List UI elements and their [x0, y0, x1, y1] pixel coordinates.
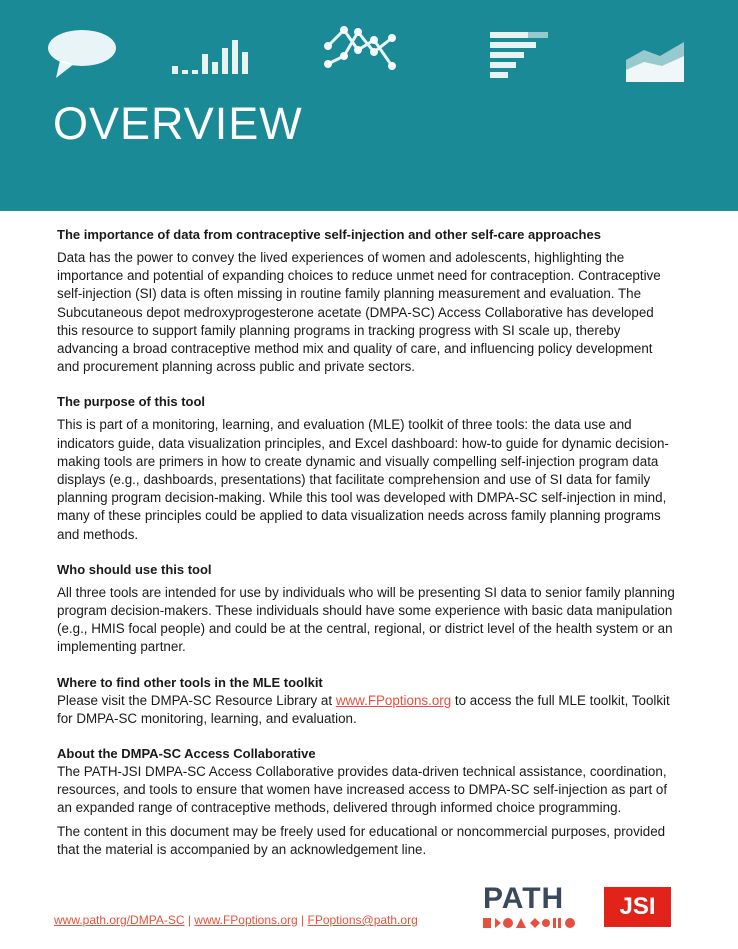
where-text-after: to access the full MLE toolkit, Toolkit for DMPA-SC monitoring, learning, and evaluation.: [57, 692, 670, 726]
bar-chart-icon: [170, 38, 250, 76]
footer-link-email[interactable]: FPoptions@path.org: [307, 913, 418, 927]
section-body: This is part of a monitoring, learning, and evaluation (MLE) toolkit of three tools: the data use and indicators guide, data visualization principles, and Excel dashboard: how-to guide for dynamic decision-making tools are primers in how to create dynamic and visually compelling self-injection program data displays (e.g., dashboards, presentations) that facilitate comprehension and use of SI data for family planning program decision-making. While this tool was developed with DMPA-SC self-injection in mind, many of these principles could be applied to data visualization needs across family planning programs and methods.: [57, 417, 669, 542]
section-heading: Where to find other tools in the MLE toolkit: [57, 674, 323, 690]
section-heading: The purpose of this tool: [57, 394, 206, 410]
where-text-before: Please visit the DMPA-SC Resource Library at: [57, 692, 336, 708]
speech-bubble-icon: [46, 28, 118, 80]
section-purpose: [57, 393, 675, 543]
section-where: [57, 674, 675, 728]
section-heading: Who should use this tool: [57, 561, 212, 577]
section-body: [57, 692, 675, 728]
area-chart-icon: [624, 40, 686, 84]
section-heading: The importance of data from contraceptive self-injection and other self-care approaches: [57, 227, 601, 242]
jsi-logo: JSI: [604, 887, 671, 927]
fpoptions-link[interactable]: www.FPoptions.org: [335, 692, 452, 708]
footer-links: [54, 912, 418, 928]
section-audience: [57, 561, 675, 657]
path-logo-shapes-icon: [483, 916, 578, 930]
section-body: Data has the power to convey the lived experiences of women and adolescents, highlighting the importance and potential of expanding choices to reduce unmet need for contraception. Contraceptive self-injection (SI) data is often missing in routine family planning measurement and evaluation. The Subcutaneous depot medroxyprogesterone acetate (DMPA-SC) Access Collaborative has developed this resource to support family planning programs in tracking progress with SI scale up, thereby advancing a broad contraceptive method mix and quality of care, and influencing policy development and procurement planning across public and private sectors.: [57, 250, 661, 375]
usage-note: The content in this document may be freely used for educational or noncommercial purposes, provided that the material is accompanied by an acknowledgement line.: [57, 823, 666, 857]
footer-separator: |: [301, 913, 305, 927]
network-line-icon: [322, 22, 400, 72]
footer-link-fpoptions[interactable]: www.FPoptions.org: [194, 913, 298, 927]
footer-separator: |: [187, 913, 191, 927]
section-about: [57, 745, 675, 818]
horizontal-bars-icon: [490, 32, 552, 80]
overview-content: [57, 226, 675, 859]
footer-link-path[interactable]: www.path.org/DMPA-SC: [54, 913, 185, 927]
section-heading: About the DMPA-SC Access Collaborative: [57, 746, 316, 762]
section-importance: [57, 226, 675, 376]
section-body: All three tools are intended for use by individuals who will be presenting SI data to senior family planning program decision-makers. These individuals should have some experience with basic data manipulation (e.g., HMIS focal people) and could be at the central, regional, or district level of the health system or an implementing partner.: [57, 584, 675, 655]
path-logo: [483, 884, 578, 929]
section-body: The PATH-JSI DMPA-SC Access Collaborative provides data-driven technical assistance, coordination, resources, and tools to ensure that women have increased access to DMPA-SC self-injection as part of an expanded range of contraceptive methods, delivered through informed choice programming.: [57, 764, 668, 816]
path-logo-text: PATH: [483, 882, 565, 915]
header-banner: [0, 0, 738, 211]
page-title: OVERVIEW: [53, 98, 303, 149]
